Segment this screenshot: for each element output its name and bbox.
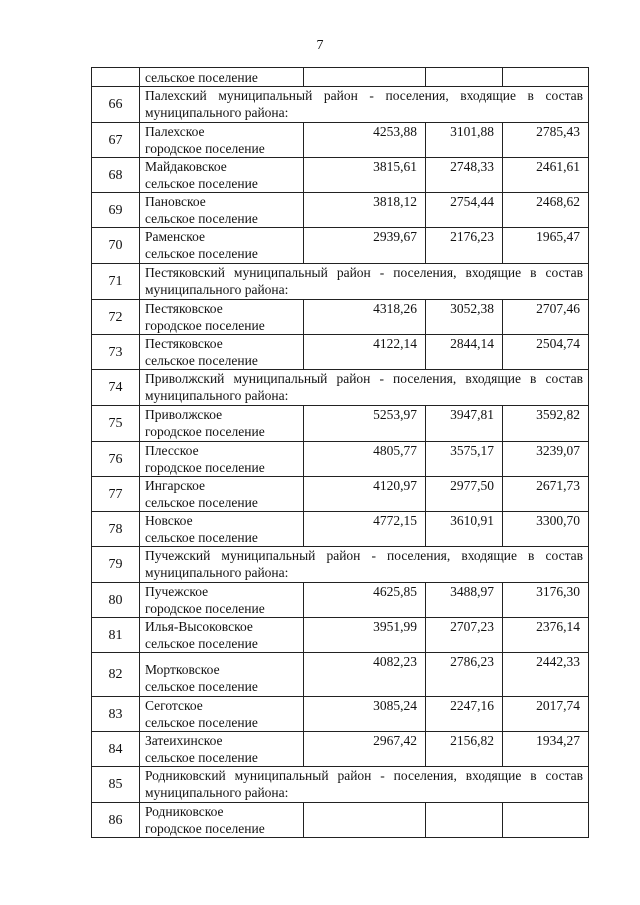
settlement-name-cell xyxy=(140,512,304,547)
value-cell-3: 3592,82 xyxy=(503,406,589,442)
settlement-name-cell xyxy=(140,406,304,442)
settlement-name: Пестяковское xyxy=(145,336,223,351)
table-row xyxy=(92,697,589,732)
settlement-name-cell xyxy=(140,442,304,477)
settlement-name-cell xyxy=(140,653,304,697)
value-cell-3: 2785,43 xyxy=(503,123,589,158)
value-cell-2: 2977,50 xyxy=(426,477,503,512)
table-row xyxy=(92,300,589,335)
value-cell-3: 1934,27 xyxy=(503,732,589,767)
settlement-name: Пестяковское xyxy=(145,301,223,316)
row-number: 78 xyxy=(92,512,140,547)
settlement-name: Новское xyxy=(145,513,193,528)
value-cell-2: 3947,81 xyxy=(426,406,503,442)
settlement-type: городское поселение xyxy=(145,460,265,475)
district-header-row xyxy=(92,370,589,406)
value-cell-2: 3488,97 xyxy=(426,583,503,618)
settlement-name-cell xyxy=(140,732,304,767)
value-cell-1: 3815,61 xyxy=(304,158,426,193)
value-cell-1: 4082,23 xyxy=(304,653,426,697)
settlement-type: сельское поселение xyxy=(145,715,258,730)
row-number: 74 xyxy=(92,370,140,406)
settlement-name-cell xyxy=(140,300,304,335)
settlement-name: Илья-Высоковское xyxy=(145,619,253,634)
district-header-row xyxy=(92,767,589,803)
value-cell-2: 2786,23 xyxy=(426,653,503,697)
value-cell-3: 2376,14 xyxy=(503,618,589,653)
settlement-name: Раменское xyxy=(145,229,206,244)
settlement-name-cell xyxy=(140,803,304,838)
settlement-name-cell xyxy=(140,618,304,653)
row-number: 77 xyxy=(92,477,140,512)
value-cell-1: 2939,67 xyxy=(304,228,426,264)
value-cell-1: 4772,15 xyxy=(304,512,426,547)
settlements-table xyxy=(91,67,589,838)
row-number: 79 xyxy=(92,547,140,583)
settlement-name: Майдаковское xyxy=(145,159,227,174)
value-cell-3: 2707,46 xyxy=(503,300,589,335)
table-row xyxy=(92,583,589,618)
settlement-name-cell xyxy=(140,193,304,228)
value-cell-2: 3052,38 xyxy=(426,300,503,335)
district-title: Родниковский муниципальный район - поселения, входящие в состав муниципального района: xyxy=(140,767,589,803)
table-row xyxy=(92,193,589,228)
row-number: 70 xyxy=(92,228,140,264)
row-number: 67 xyxy=(92,123,140,158)
settlement-name: Ингарское xyxy=(145,478,206,493)
table-row xyxy=(92,158,589,193)
row-number: 86 xyxy=(92,803,140,838)
row-number: 68 xyxy=(92,158,140,193)
value-cell-3: 2468,62 xyxy=(503,193,589,228)
settlement-name: Сеготское xyxy=(145,698,203,713)
table-row xyxy=(92,477,589,512)
settlement-type: городское поселение xyxy=(145,601,265,616)
table-row xyxy=(92,228,589,264)
value-cell-1: 4625,85 xyxy=(304,583,426,618)
value-cell-1: 4120,97 xyxy=(304,477,426,512)
value-cell-2: 2707,23 xyxy=(426,618,503,653)
settlement-name-cell xyxy=(140,228,304,264)
settlement-type: сельское поселение xyxy=(145,176,258,191)
settlement-type: сельское поселение xyxy=(145,530,258,545)
row-number: 80 xyxy=(92,583,140,618)
settlement-type: городское поселение xyxy=(145,424,265,439)
settlement-name: Затеихинское xyxy=(145,733,223,748)
district-title: Палехский муниципальный район - поселения, входящие в состав муниципального района: xyxy=(140,87,589,123)
row-number: 73 xyxy=(92,335,140,370)
value-cell-3: 3300,70 xyxy=(503,512,589,547)
settlement-name: Мортковское xyxy=(145,662,220,677)
value-cell-1: 4318,26 xyxy=(304,300,426,335)
value-cell-3 xyxy=(503,803,589,838)
settlement-name-cell xyxy=(140,477,304,512)
row-number: 76 xyxy=(92,442,140,477)
settlement-name-cell xyxy=(140,123,304,158)
table-row xyxy=(92,442,589,477)
settlement-name: Плесское xyxy=(145,443,199,458)
value-cell-3: 3176,30 xyxy=(503,583,589,618)
row-number: 66 xyxy=(92,87,140,123)
table-row xyxy=(92,512,589,547)
settlement-name: Палехское xyxy=(145,124,205,139)
row-number: 72 xyxy=(92,300,140,335)
district-title: Приволжский муниципальный район - поселения, входящие в состав муниципального района: xyxy=(140,370,589,406)
settlement-name-cell xyxy=(140,697,304,732)
value-cell-1: 3818,12 xyxy=(304,193,426,228)
table-row xyxy=(92,123,589,158)
settlement-type: сельское поселение xyxy=(145,495,258,510)
settlement-name: Пучежское xyxy=(145,584,209,599)
settlement-name: Приволжское xyxy=(145,407,223,422)
value-cell-2: 2176,23 xyxy=(426,228,503,264)
table-row xyxy=(92,732,589,767)
table-row xyxy=(92,653,589,697)
value-cell-2: 2844,14 xyxy=(426,335,503,370)
value-cell-1: 4253,88 xyxy=(304,123,426,158)
table-row xyxy=(92,803,589,838)
district-header-row xyxy=(92,547,589,583)
row-number: 85 xyxy=(92,767,140,803)
value-cell-2: 2156,82 xyxy=(426,732,503,767)
page-number: 7 xyxy=(316,38,324,53)
settlement-name-line: сельское поселение xyxy=(145,70,258,85)
value-cell-2: 2748,33 xyxy=(426,158,503,193)
settlement-name-cell xyxy=(140,68,304,87)
settlement-type: сельское поселение xyxy=(145,679,258,694)
row-number: 75 xyxy=(92,406,140,442)
district-title: Пестяковский муниципальный район - поселения, входящие в состав муниципального района: xyxy=(140,264,589,300)
table-row xyxy=(92,68,589,87)
value-cell-2 xyxy=(426,803,503,838)
value-cell-3: 2017,74 xyxy=(503,697,589,732)
settlement-name: Родниковское xyxy=(145,804,224,819)
settlement-type: сельское поселение xyxy=(145,246,258,261)
value-cell-2 xyxy=(426,68,503,87)
value-cell-3 xyxy=(503,68,589,87)
value-cell-3: 2671,73 xyxy=(503,477,589,512)
row-number-cell xyxy=(92,68,140,87)
value-cell-3: 2461,61 xyxy=(503,158,589,193)
settlement-name-cell xyxy=(140,158,304,193)
settlement-name: Пановское xyxy=(145,194,206,209)
settlement-type: городское поселение xyxy=(145,821,265,836)
value-cell-3: 2442,33 xyxy=(503,653,589,697)
table-row xyxy=(92,618,589,653)
settlement-type: городское поселение xyxy=(145,318,265,333)
table-row xyxy=(92,335,589,370)
value-cell-1 xyxy=(304,68,426,87)
value-cell-1: 3085,24 xyxy=(304,697,426,732)
value-cell-3: 1965,47 xyxy=(503,228,589,264)
value-cell-1: 4805,77 xyxy=(304,442,426,477)
row-number: 81 xyxy=(92,618,140,653)
value-cell-2: 2247,16 xyxy=(426,697,503,732)
value-cell-2: 3575,17 xyxy=(426,442,503,477)
value-cell-1: 2967,42 xyxy=(304,732,426,767)
value-cell-3: 3239,07 xyxy=(503,442,589,477)
row-number: 71 xyxy=(92,264,140,300)
settlement-type: сельское поселение xyxy=(145,636,258,651)
settlement-type: сельское поселение xyxy=(145,750,258,765)
row-number: 84 xyxy=(92,732,140,767)
row-number: 69 xyxy=(92,193,140,228)
settlement-name-cell xyxy=(140,583,304,618)
value-cell-2: 3101,88 xyxy=(426,123,503,158)
settlement-type: городское поселение xyxy=(145,141,265,156)
district-header-row xyxy=(92,264,589,300)
value-cell-1: 3951,99 xyxy=(304,618,426,653)
settlement-type: сельское поселение xyxy=(145,211,258,226)
value-cell-2: 2754,44 xyxy=(426,193,503,228)
value-cell-3: 2504,74 xyxy=(503,335,589,370)
district-title: Пучежский муниципальный район - поселения, входящие в состав муниципального района: xyxy=(140,547,589,583)
value-cell-1 xyxy=(304,803,426,838)
district-header-row xyxy=(92,87,589,123)
value-cell-2: 3610,91 xyxy=(426,512,503,547)
value-cell-1: 5253,97 xyxy=(304,406,426,442)
table-row xyxy=(92,406,589,442)
row-number: 83 xyxy=(92,697,140,732)
settlement-type: сельское поселение xyxy=(145,353,258,368)
row-number: 82 xyxy=(92,653,140,697)
value-cell-1: 4122,14 xyxy=(304,335,426,370)
settlement-name-cell xyxy=(140,335,304,370)
